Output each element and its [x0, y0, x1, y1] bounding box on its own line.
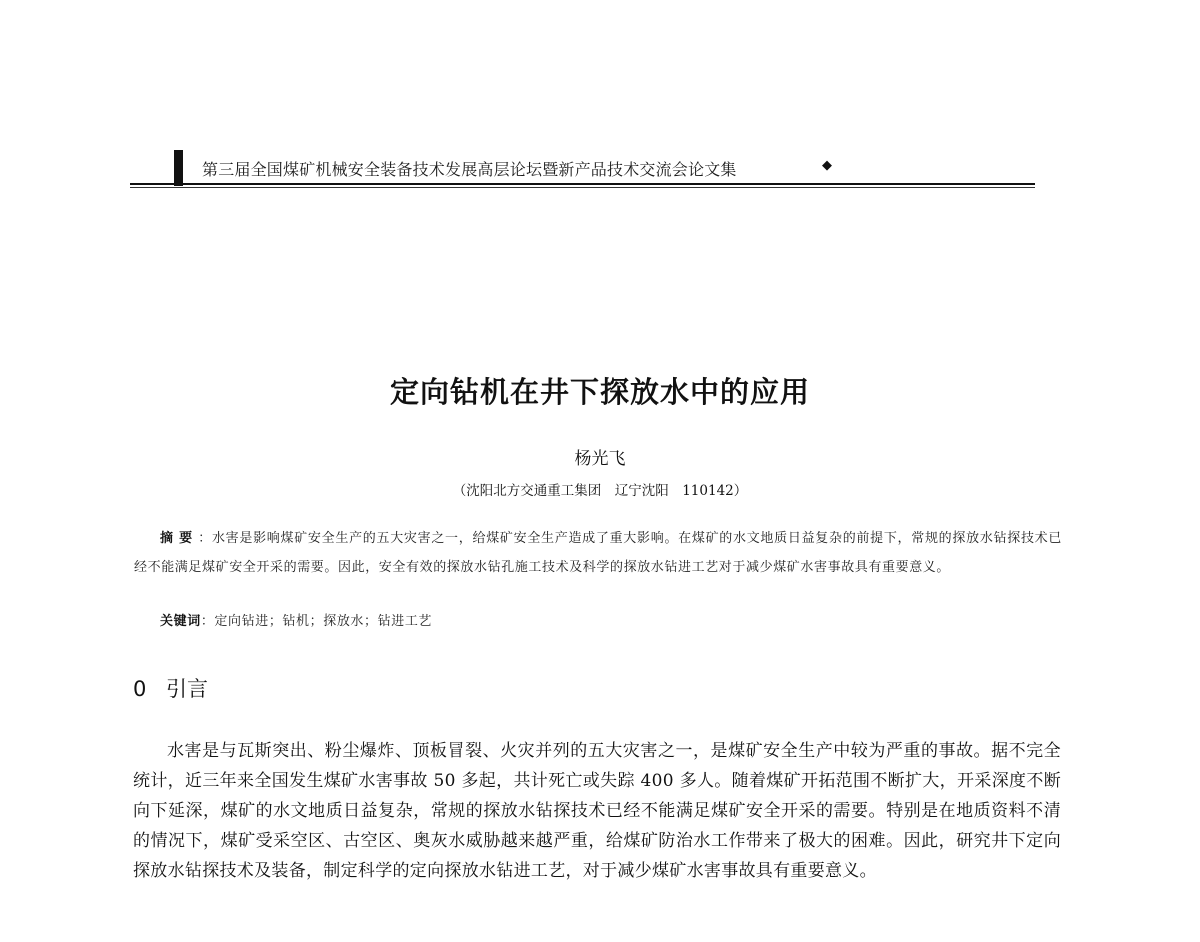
running-header: 第三届全国煤矿机械安全装备技术发展高层论坛暨新产品技术交流会论文集 [202, 160, 737, 179]
section-heading [133, 673, 208, 703]
header-marker-bar [174, 150, 183, 186]
header-diamond-icon: ◆ [822, 158, 832, 173]
header-rule [130, 183, 1035, 185]
section-number: 0 [133, 677, 147, 701]
abstract-label: 摘要 [160, 531, 199, 546]
paper-title: 定向钻机在井下探放水中的应用 [389, 375, 810, 409]
keywords [160, 612, 1060, 632]
body-paragraph: 水害是与瓦斯突出、粉尘爆炸、顶板冒裂、火灾并列的五大灾害之一，是煤矿安全生产中较为严重的事故。据不完全统计，近三年来全国发生煤矿水害事故 50 多起，共计死亡或失踪 400 多人。随着煤矿开拓范围不断扩大，开采深度不断向下延深，煤矿的水文地质日益复杂，常规的探放水钻探技术已经不能满足煤矿安全开采的需要。特别是在地质资料不清的情况下，煤矿受采空区、古空区、奥灰水威胁越来越严重，给煤矿防治水工作带来了极大的困难。因此，研究井下定向探放水钻探技术及装备，制定科学的定向探放水钻进工艺，对于减少煤矿水害事故具有重要意义。 [133, 741, 1061, 881]
keywords-text: ：定向钻进；钻机；探放水；钻进工艺 [200, 614, 433, 629]
header-rule-thin [130, 187, 1035, 188]
keywords-label: 关键词 [160, 614, 201, 629]
abstract [134, 524, 1062, 582]
author-affiliation: （沈阳北方交通重工集团 辽宁沈阳 110142） [452, 483, 748, 499]
section-title: 引言 [166, 677, 208, 701]
author-name: 杨光飞 [574, 449, 626, 469]
abstract-text: ：水害是影响煤矿安全生产的五大灾害之一，给煤矿安全生产造成了重大影响。在煤矿的水文地质日益复杂的前提下，常规的探放水钻探技术已经不能满足煤矿安全开采的需要。因此，安全有效的探放水钻孔施工技术及科学的探放水钻进工艺对于减少煤矿水害事故具有重要意义。 [134, 531, 1062, 575]
